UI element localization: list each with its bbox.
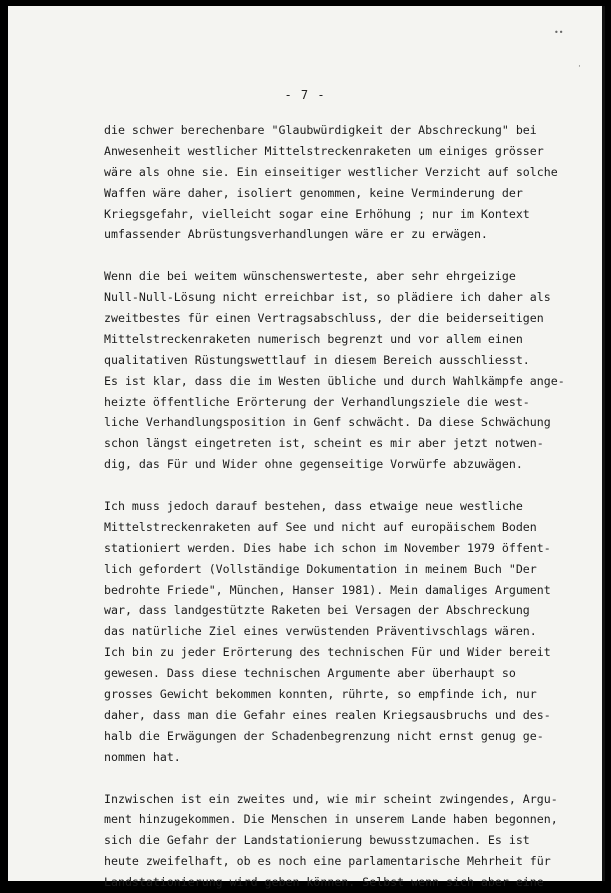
text-line: sich die Gefahr der Landstationierung bewusstzumachen. Es ist — [104, 833, 530, 848]
text-line: ment hinzugekommen. Die Menschen in unserem Lande haben begonnen, — [104, 812, 558, 827]
text-line: dig, das Für und Wider ohne gegenseitige Vorwürfe abzuwägen. — [104, 457, 523, 472]
text-line: Kriegsgefahr, vielleicht sogar eine Erhöhung ; nur im Kontext — [104, 206, 530, 221]
text-line: bedrohte Friede", München, Hanser 1981). Mein damaliges Argument — [104, 582, 551, 597]
text-line: halb die Erwägungen der Schadenbegrenzung nicht ernst genug ge- — [104, 728, 544, 743]
text-line: daher, dass man die Gefahr eines realen Kriegsausbruchs und des- — [104, 707, 551, 722]
text-line: umfassender Abrüstungsverhandlungen wäre er zu erwägen. — [104, 227, 488, 242]
scan-speck: · — [578, 62, 581, 72]
text-line: Mittelstreckenraketen auf See und nicht auf europäischem Boden — [104, 519, 537, 534]
paragraph — [104, 789, 574, 893]
paragraph — [104, 266, 574, 475]
text-line: Es ist klar, dass die im Westen übliche und durch Wahlkämpfe ange- — [104, 373, 565, 388]
text-line: Null-Null-Lösung nicht erreichbar ist, so plädiere ich daher als — [104, 290, 551, 305]
text-line: war, dass landgestützte Raketen bei Versagen der Abschreckung — [104, 603, 530, 618]
document-page — [8, 6, 605, 890]
body-text — [104, 120, 574, 893]
text-line: Waffen wäre daher, isoliert genommen, keine Verminderung der — [104, 185, 523, 200]
text-line: lich gefordert (Vollständige Dokumentation in meinem Buch "Der — [104, 561, 537, 576]
text-line: heute zweifelhaft, ob es noch eine parlamentarische Mehrheit für — [104, 854, 551, 869]
paragraph — [104, 120, 574, 245]
text-line: nommen hat. — [104, 749, 181, 764]
text-line: stationiert werden. Dies habe ich schon im November 1979 öffent- — [104, 540, 551, 555]
text-line: schon längst eingetreten ist, scheint es mir aber jetzt notwen- — [104, 436, 544, 451]
text-line: liche Verhandlungsposition in Genf schwächt. Da diese Schwächung — [104, 415, 551, 430]
paragraph-gap — [104, 245, 574, 266]
text-line: Inzwischen ist ein zweites und, wie mir scheint zwingendes, Argu- — [104, 791, 558, 806]
text-line: Ich bin zu jeder Erörterung des technischen Für und Wider bereit — [104, 645, 551, 660]
paragraph-gap — [104, 475, 574, 496]
text-line: die schwer berechenbare "Glaubwürdigkeit der Abschreckung" bei — [104, 123, 537, 137]
scan-speck: •• — [554, 28, 564, 37]
text-line: qualitativen Rüstungswettlauf in diesem Bereich ausschliesst. — [104, 352, 530, 367]
text-line: Mittelstreckenraketen numerisch begrenzt und vor allem einen — [104, 331, 523, 346]
text-line: Landstationierung wird geben können. Selbst wenn sich aber eine — [104, 875, 544, 890]
text-line: gewesen. Dass diese technischen Argumente aber überhaupt so — [104, 666, 516, 681]
page-number: - 7 - — [284, 88, 326, 102]
paragraph-gap — [104, 768, 574, 789]
text-line: zweitbestes für einen Vertragsabschluss, der die beiderseitigen — [104, 311, 544, 326]
text-line: Wenn die bei weitem wünschenswerteste, aber sehr ehrgeizige — [104, 269, 516, 284]
text-line: heizte öffentliche Erörterung der Verhandlungsziele die west- — [104, 394, 530, 409]
paragraph — [104, 496, 574, 768]
text-line: Anwesenheit westlicher Mittelstreckenraketen um einiges grösser — [104, 143, 544, 158]
text-line: wäre als ohne sie. Ein einseitiger westlicher Verzicht auf solche — [104, 164, 558, 179]
text-line: grosses Gewicht bekommen konnten, rührte, so empfinde ich, nur — [104, 687, 537, 702]
text-line: Ich muss jedoch darauf bestehen, dass etwaige neue westliche — [104, 499, 523, 514]
text-line: das natürliche Ziel eines verwüstenden Präventivschlags wären. — [104, 624, 537, 639]
